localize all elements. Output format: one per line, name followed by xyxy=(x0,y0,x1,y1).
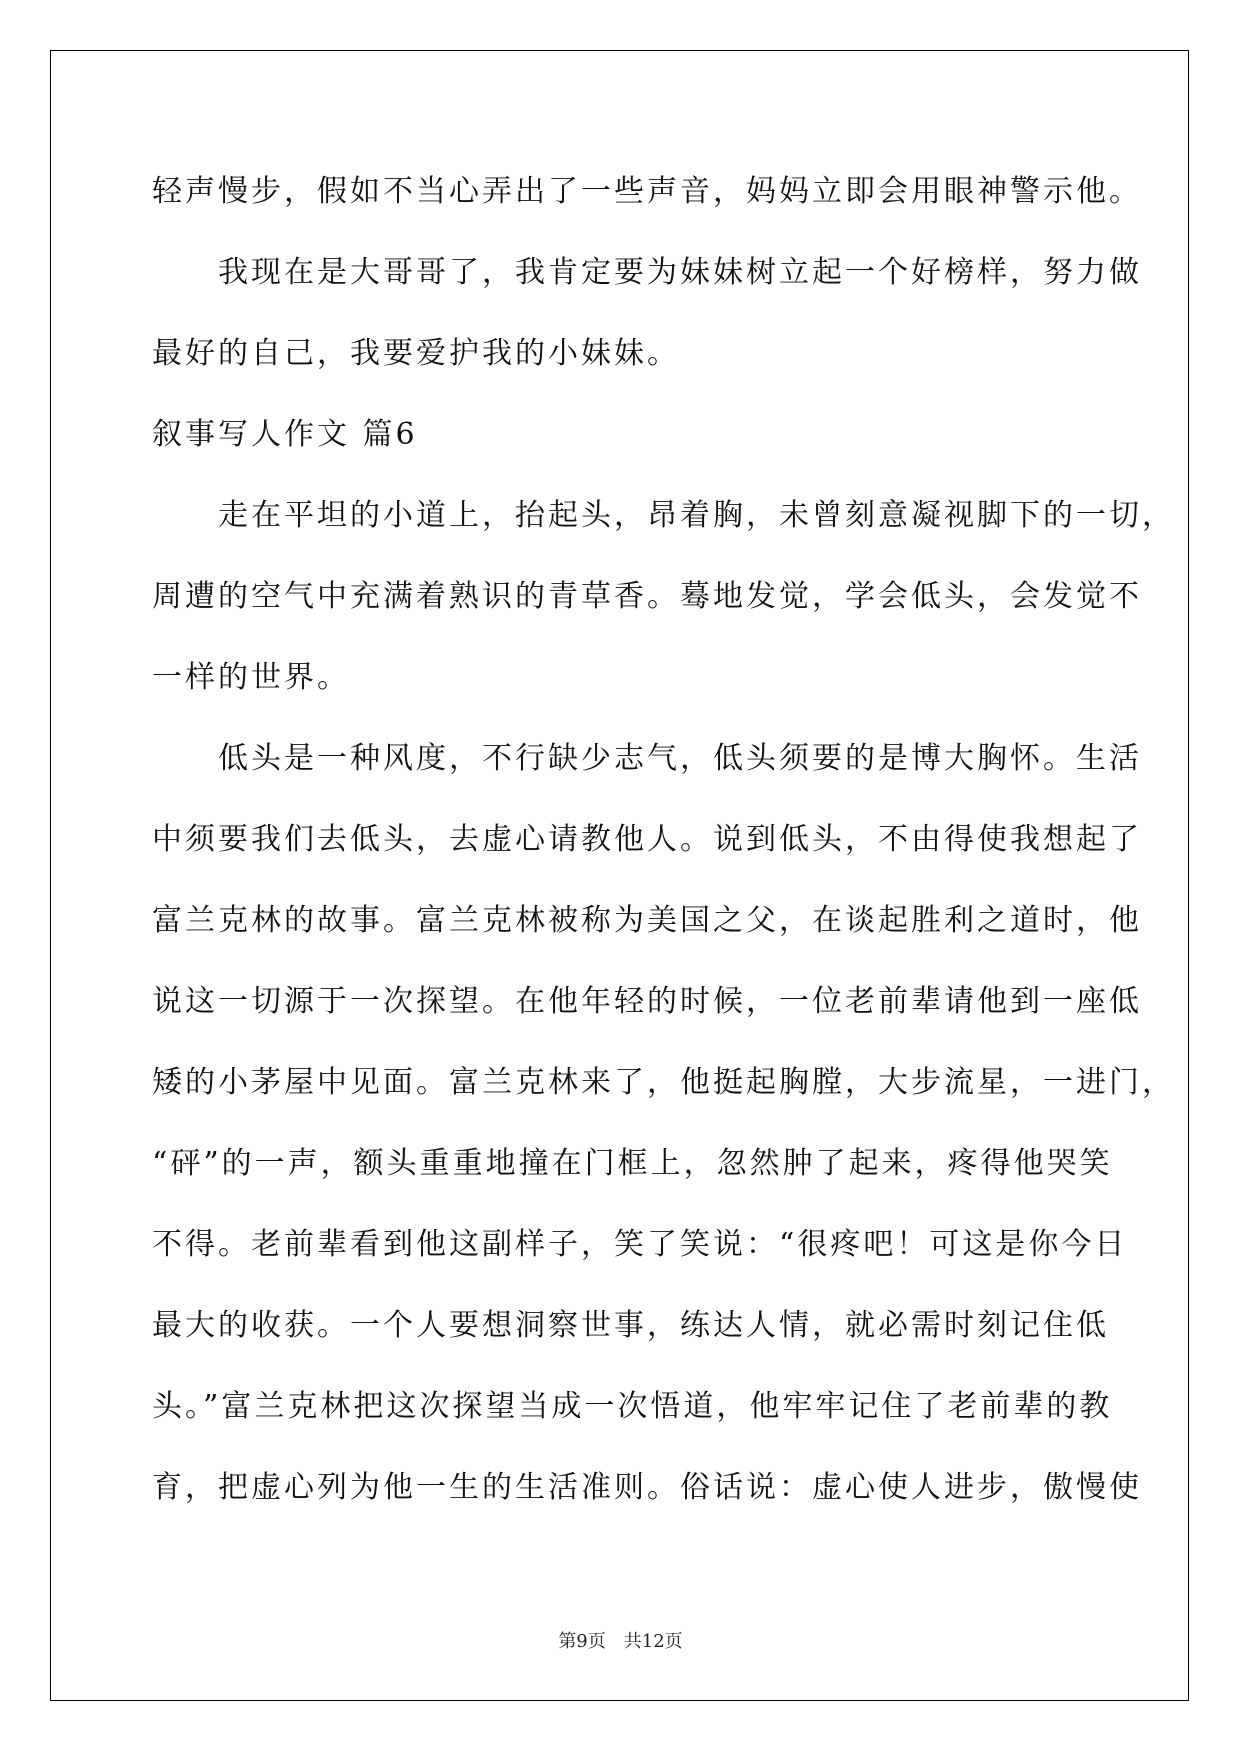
text-line: 我现在是大哥哥了，我肯定要为妹妹树立起一个好榜样，努力做 xyxy=(152,255,1142,290)
text-line: 矮的小茅屋中见面。富兰克林来了，他挺起胸膛，大步流星，一进门， xyxy=(152,1065,1175,1100)
text-line: 低头是一种风度，不行缺少志气，低头须要的是博大胸怀。生活 xyxy=(152,741,1142,776)
text-line: 走在平坦的小道上，抬起头，昂着胸，未曾刻意凝视脚下的一切， xyxy=(152,498,1175,533)
page-border xyxy=(50,50,1189,1701)
text-line: 一样的世界。 xyxy=(152,660,350,695)
text-line: 育，把虚心列为他一生的生活准则。俗话说：虚心使人进步，傲慢使 xyxy=(152,1470,1142,1505)
text-line: 最大的收获。一个人要想洞察世事，练达人情，就必需时刻记住低 xyxy=(152,1308,1109,1343)
text-line: 周遭的空气中充满着熟识的青草香。蓦地发觉，学会低头，会发觉不 xyxy=(152,579,1142,614)
text-line: 最好的自己，我要爱护我的小妹妹。 xyxy=(152,336,680,371)
text-line: 不得。老前辈看到他这副样子，笑了笑说：“很疼吧！可这是你今日 xyxy=(152,1227,1128,1262)
text-line: 富兰克林的故事。富兰克林被称为美国之父，在谈起胜利之道时，他 xyxy=(152,903,1142,938)
text-line: 中须要我们去低头，去虚心请教他人。说到低头，不由得使我想起了 xyxy=(152,822,1142,857)
page-number-footer: 第9页 共12页 xyxy=(558,1631,683,1652)
text-line: 说这一切源于一次探望。在他年轻的时候，一位老前辈请他到一座低 xyxy=(152,984,1142,1019)
section-heading: 叙事写人作文 篇6 xyxy=(152,417,418,452)
text-line: 头。”富兰克林把这次探望当成一次悟道，他牢牢记住了老前辈的教 xyxy=(152,1389,1113,1424)
text-line: 轻声慢步，假如不当心弄出了一些声音，妈妈立即会用眼神警示他。 xyxy=(152,174,1142,209)
text-line: “砰”的一声，额头重重地撞在门框上，忽然肿了起来，疼得他哭笑 xyxy=(152,1146,1113,1181)
